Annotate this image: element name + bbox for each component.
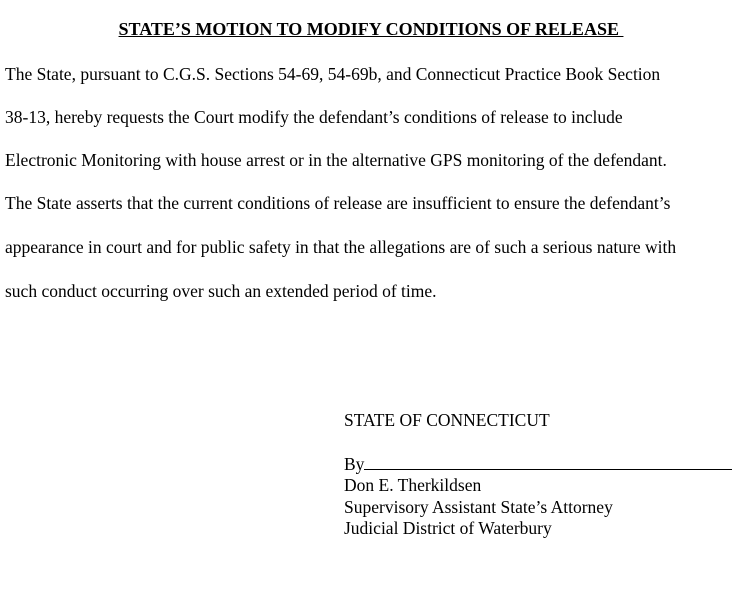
signature-by-label: By <box>344 454 365 474</box>
signatory-role: Supervisory Assistant State’s Attorney <box>344 497 613 517</box>
signature-by-row <box>344 454 732 475</box>
body-line-5: appearance in court and for public safety in that the allegations are of such a serious nature with <box>5 237 677 257</box>
signatory-name: Don E. Therkildsen <box>344 475 482 495</box>
body-line-6: such conduct occurring over such an extended period of time. <box>5 281 437 301</box>
body-line-3: Electronic Monitoring with house arrest or in the alternative GPS monitoring of the defendant. <box>5 150 667 170</box>
body-line-2: 38-13, hereby requests the Court modify the defendant’s conditions of release to include <box>5 107 623 127</box>
document-title: STATE’S MOTION TO MODIFY CONDITIONS OF RELEASE <box>118 19 624 39</box>
body-line-1: The State, pursuant to C.G.S. Sections 54-69, 54-69b, and Connecticut Practice Book Section <box>5 64 661 84</box>
signature-party: STATE OF CONNECTICUT <box>344 410 550 430</box>
signature-line <box>364 454 732 470</box>
signatory-district: Judicial District of Waterbury <box>344 518 552 538</box>
body-line-4: The State asserts that the current conditions of release are insufficient to ensure the defendant’s <box>5 193 671 213</box>
